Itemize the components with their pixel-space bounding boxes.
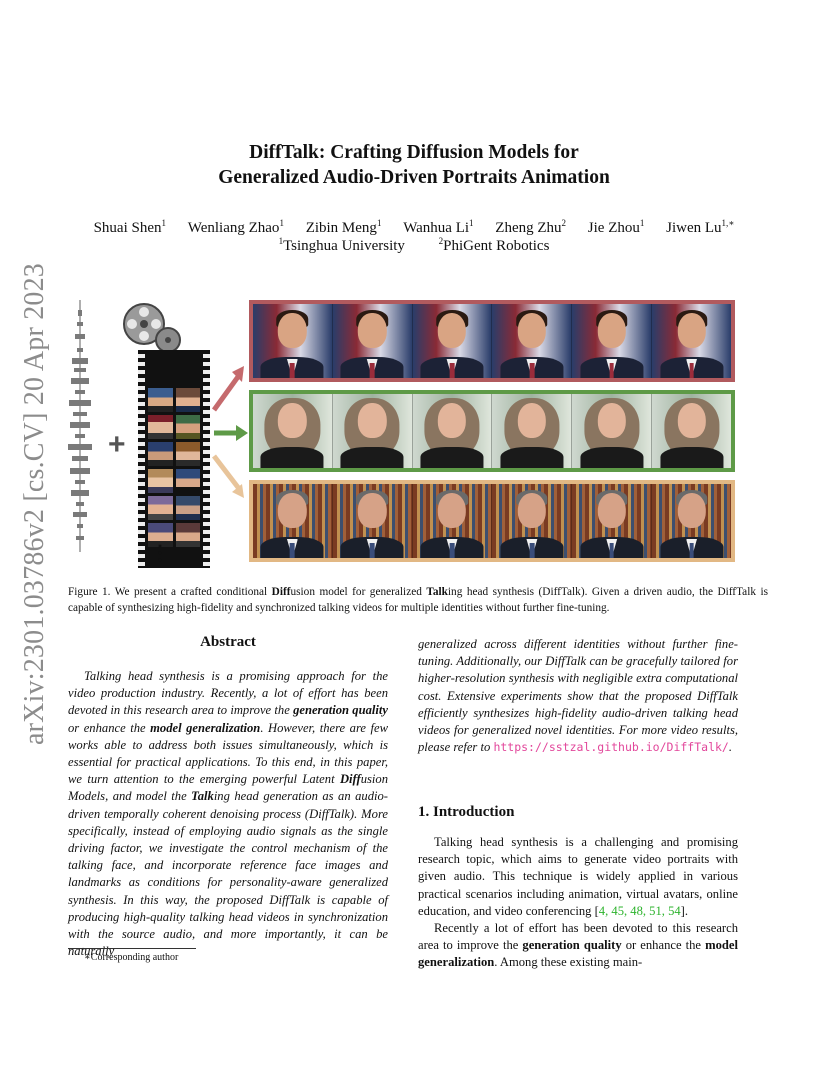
abstract-continued: generalized across different identities without further fine-tuning. Additionally, our DiffTalk can be gracefully tailored for higher-resolution synthesis with negligible extra computational cost. Extensive experiments show that the proposed DiffTalk efficiently synthesizes high-fidelity audio-driven talking head videos for generalized novel identities. For more video results, please refer to https://sstzal.github.io/DiffTalk/.	[418, 637, 738, 755]
more-identities-dots: ⋮	[150, 542, 170, 564]
affiliations	[40, 238, 788, 255]
film-strip	[138, 350, 210, 568]
author: Wanhua Li$^1$	[403, 218, 474, 236]
paper-title	[60, 140, 768, 190]
intro-paragraph-1: Talking head synthesis is a challenging and promising research topic, which aims to generate video portraits with given audio. This technique is widely applied in various practical scenarios including animation, virtual avatars, online education, and video conferencing [4, 45, 48, 51, 54].	[418, 835, 738, 918]
output-strip-identity-1	[249, 300, 735, 382]
identity-thumbnails	[148, 388, 200, 547]
affiliation: $^2$PhiGent Robotics	[438, 236, 550, 254]
abstract-heading: Abstract	[200, 634, 256, 650]
citation-links[interactable]: 4, 45, 48, 51, 54	[598, 903, 681, 918]
author: Wenliang Zhao$^1$	[187, 218, 284, 236]
affiliation: $^1$Tsinghua University	[278, 236, 405, 254]
author: Zibin Meng$^1$	[305, 218, 382, 236]
abstract-body: Talking head synthesis is a promising approach for the video production industry. Recently, a lot of effort has been devoted in this research area to improve the generation quality or enhance the model generalization. However, there are few works able to address both issues simultaneously, which is essential for practical applications. To this end, in this paper, we turn attention to the emerging powerful Latent Diffusion Models, and model the Talking head generation as an audio-driven temporally coherent denoising process (DiffTalk). More specifically, instead of employing audio signals as the single driving factor, we investigate the control mechanism of the talking face, and incorporate reference face images and landmarks as conditions for personality-aware generalized synthesis. In this way, the proposed DiffTalk is capable of producing high-quality talking head videos in synchronization with the source audio, and more importantly, it can be naturally	[68, 669, 388, 959]
author-list	[40, 218, 788, 238]
section-heading-introduction: 1. Introduction	[418, 804, 515, 820]
author: Jie Zhou$^1$	[587, 218, 645, 236]
branch-arrows-icon	[210, 360, 250, 500]
footnote: ∗Corresponding author	[84, 952, 179, 963]
output-strip-identity-3	[249, 480, 735, 562]
project-link[interactable]: https://sstzal.github.io/DiffTalk/	[493, 740, 729, 755]
author: Shuai Shen$^1$	[93, 218, 166, 236]
footnote-rule	[68, 948, 196, 949]
arxiv-sidebar-stamp: arXiv:2301.03786v2 [cs.CV] 20 Apr 2023	[19, 262, 50, 745]
title-line-1: DiffTalk: Crafting Diffusion Models for	[249, 142, 579, 163]
figure-caption: Figure 1. We present a crafted conditional Diffusion model for generalized Talking head synthesis (DiffTalk). Given a driven audio, the DiffTalk is capable of synthesizing high-fidelity and synchronized talking videos for multiple identities without further fine-tuning.	[68, 586, 768, 614]
output-strip-identity-2	[249, 390, 735, 472]
title-line-2: Generalized Audio-Driven Portraits Animation	[218, 167, 610, 188]
author: Jiwen $Lu^{1,∗}$	[666, 218, 735, 236]
author: Zheng Zhu$^2$	[495, 218, 567, 236]
audio-waveform-icon	[66, 300, 96, 552]
intro-paragraph-2: Recently a lot of effort has been devoted to this research area to improve the generation quality or enhance the model generalization. Among these existing main-	[418, 921, 738, 970]
plus-sign: +	[108, 428, 126, 461]
